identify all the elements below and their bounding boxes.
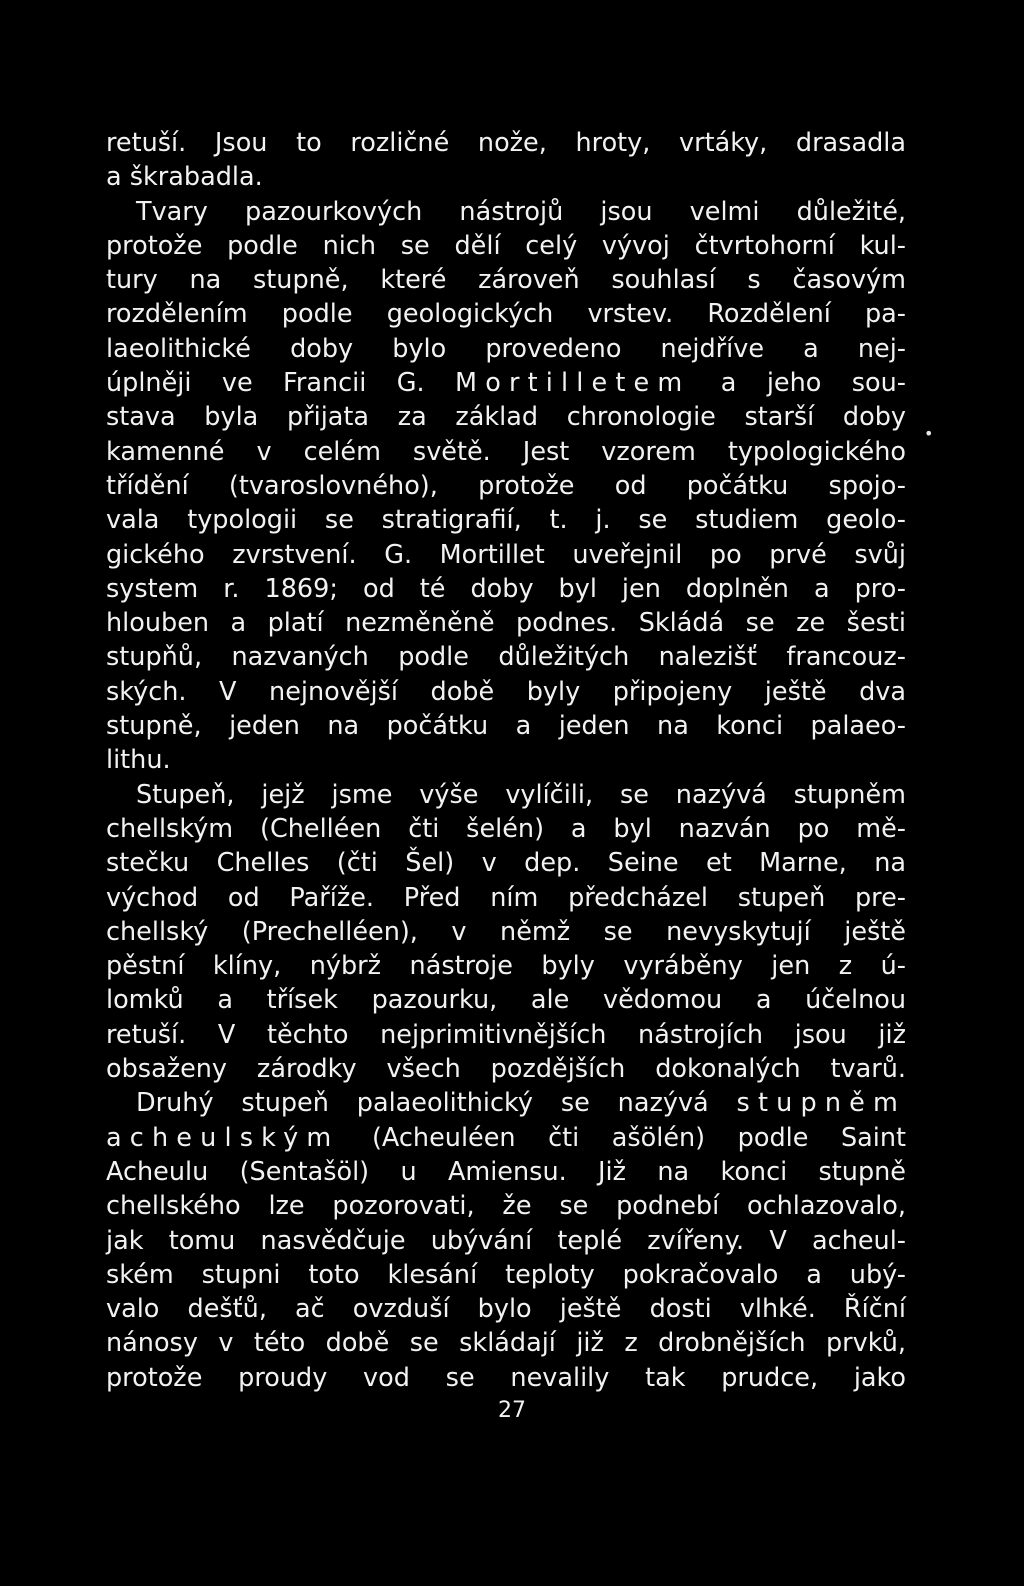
text-line: hlouben a platí nezměněně podnes. Skládá se ze šesti [106,608,906,639]
text-line: a škrabadla. [106,162,263,193]
text-line: retuší. Jsou to rozličné nože, hroty, vrtáky, drasadla [106,128,906,158]
text-line: stupně, jeden na počátku a jeden na konci palaeo- [106,711,906,742]
text-fragment: (Acheuléen čti ašölén) podle Saint [371,1122,907,1153]
text-line: tury na stupně, které zároveň souhlasí s časovým [106,265,906,296]
text-line: jak tomu nasvědčuje ubývání teplé zvířeny. V acheul- [106,1225,906,1256]
text-line: kamenné v celém světě. Jest vzorem typologického [106,436,906,467]
text-line: východ od Paříže. Před ním předcházel stupeň pre- [106,882,906,913]
text-line: valo dešťů, ač ovzduší bylo ještě dosti vlhké. Říční [106,1294,906,1325]
text-line [106,1086,906,1120]
text-line: protože proudy vod se nevalily tak prudce, jako [106,1362,906,1393]
spaced-term: stupněm [736,1088,906,1119]
text-line: stečku Chelles (čti Šel) v dep. Seine et Marne, na [106,848,906,879]
text-line: nánosy v této době se skládají již z drobnějších prvků, [106,1328,906,1359]
spaced-name: Mortilletem [455,368,691,399]
text-fragment: úplněji ve Francii G. [106,368,425,399]
text-line: stupňů, nazvaných podle důležitých nalezišť francouz- [106,642,906,673]
text-line: system r. 1869; od té doby byl jen doplněn a pro- [106,573,906,604]
text-line: lithu. [106,745,171,776]
text-line: retuší. V těchto nejprimitivnějších nástrojích jsou již [106,1019,906,1050]
text-line: stava byla přijata za základ chronologie starší doby [106,402,906,433]
text-line: chellským (Chelléen čti šelén) a byl nazván po mě- [106,813,906,844]
text-fragment: a jeho sou- [720,368,907,399]
text-line: pěstní klíny, nýbrž nástroje byly vyráběny jen z ú- [106,951,906,982]
text-line: protože podle nich se dělí celý vývoj čtvrtohorní kul- [106,230,906,261]
text-line: chellský (Prechelléen), v němž se nevyskytují ještě [106,916,906,947]
text-fragment: Druhý stupeň palaeolithický se nazývá [136,1088,709,1119]
text-line [106,1121,906,1155]
text-line: laeolithické doby bylo provedeno nejdříve a nej- [106,333,906,364]
text-line: Tvary pazourkových nástrojů jsou velmi důležité, [136,196,906,227]
text-line: gického zvrstvení. G. Mortillet uveřejnil po prvé svůj [106,539,906,570]
text-line: lomků a třísek pazourku, ale vědomou a účelnou [106,985,906,1016]
text-line [106,366,906,400]
spaced-term: acheulským [106,1122,340,1153]
text-line: třídění (tvaroslovného), protože od počátku spojo- [106,470,906,501]
text-line: Acheulu (Sentašöl) u Amiensu. Již na konci stupně [106,1156,906,1187]
text-line: chellského lze pozorovati, že se podnebí ochlazovalo, [106,1191,906,1222]
page-number: 27 [498,1398,526,1423]
text-line: ských. V nejnovější době byly připojeny ještě dva [106,676,906,707]
page-body [106,126,906,1395]
text-line: ském stupni toto klesání teploty pokračovalo a ubý- [106,1259,906,1290]
margin-mark: • [924,424,934,443]
text-line: obsaženy zárodky všech pozdějších dokonalých tvarů. [106,1054,906,1085]
text-line: Stupeň, jejž jsme výše vylíčili, se nazývá stupněm [136,779,906,810]
text-line: vala typologii se stratigrafií, t. j. se studiem geolo- [106,505,906,536]
text-line: rozdělením podle geologických vrstev. Rozdělení pa- [106,299,906,330]
